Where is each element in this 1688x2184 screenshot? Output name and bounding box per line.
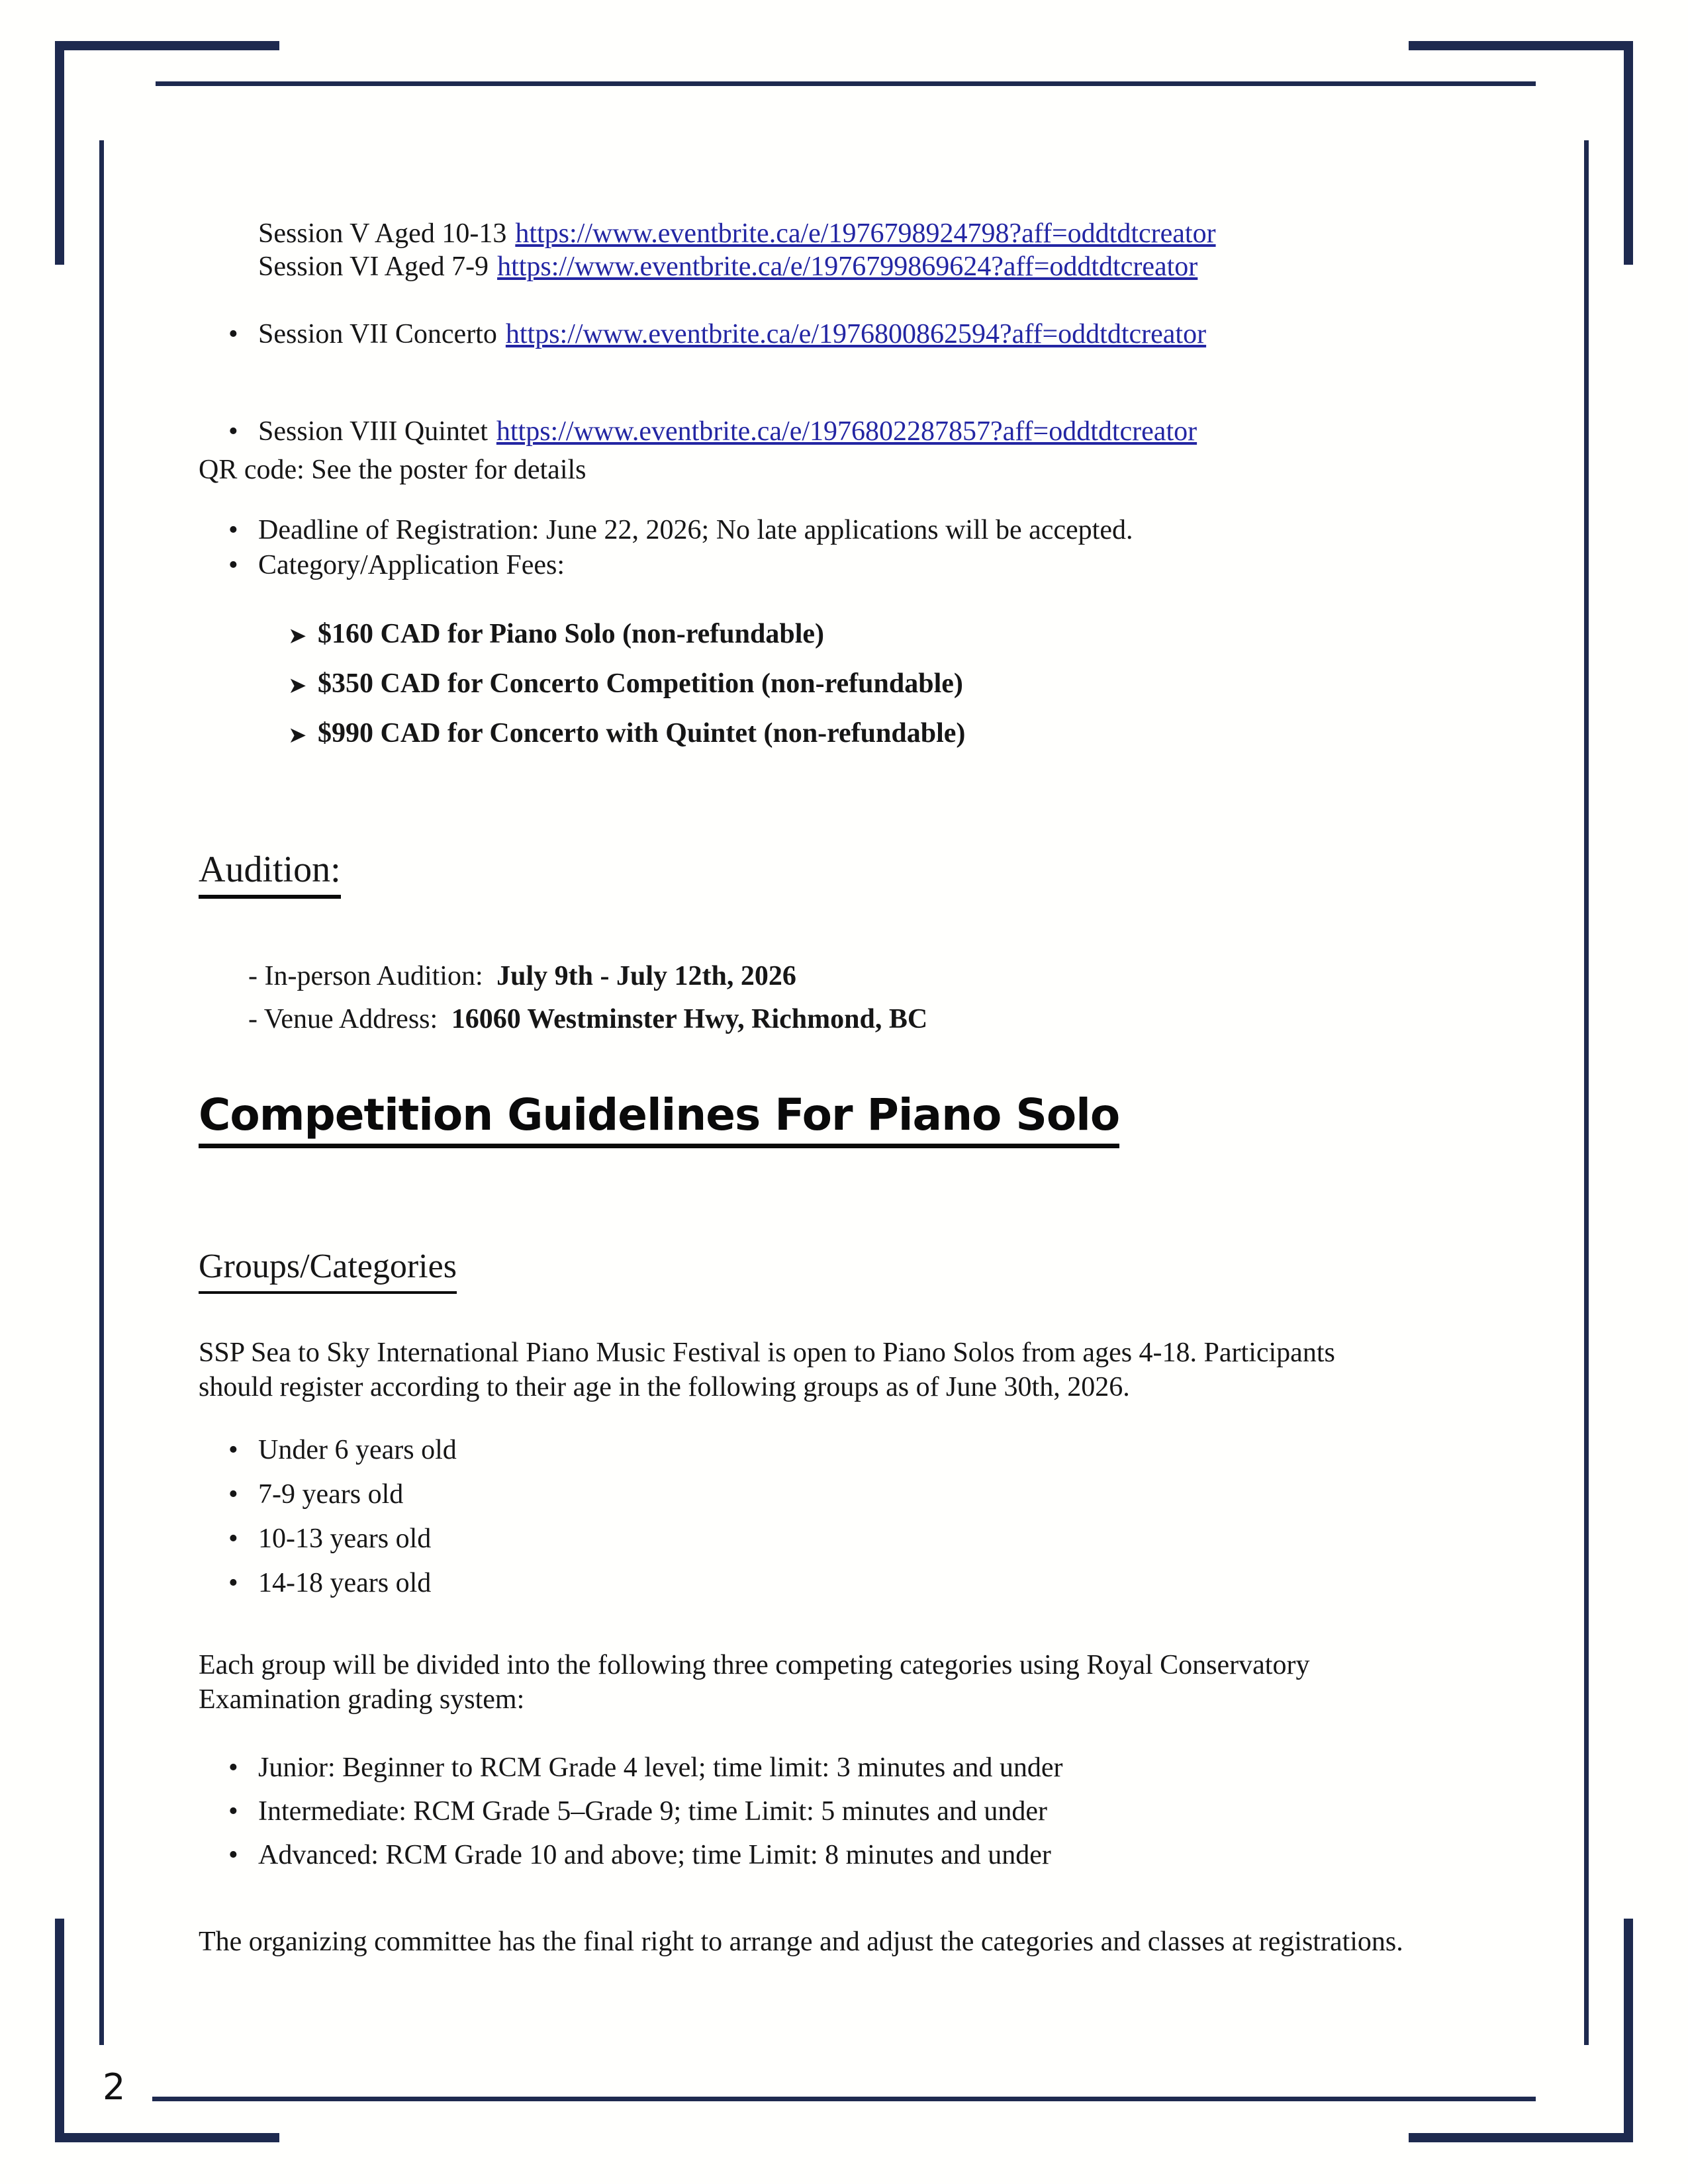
frame-inner-line-bottom	[152, 2097, 1536, 2101]
in-person-dates: July 9th - July 12th, 2026	[496, 961, 796, 991]
list-item	[199, 1522, 1443, 1567]
venue-address: 16060 Westminster Hwy, Richmond, BC	[451, 1004, 928, 1034]
frame-corner-bottom-left-vertical	[55, 1919, 64, 2142]
frame-corner-bottom-left-horizontal	[55, 2133, 279, 2142]
frame-corner-bottom-right-vertical	[1624, 1919, 1633, 2142]
bullet-icon: •	[228, 1796, 238, 1827]
bullet-icon: •	[228, 1524, 238, 1554]
category-text: Advanced: RCM Grade 10 and above; time Limit: 8 minutes and under	[258, 1840, 1051, 1870]
groups-categories-heading: Groups/Categories	[199, 1246, 1443, 1294]
session-vii-label: Session VII Concerto	[258, 319, 497, 349]
fee-concerto	[199, 667, 1443, 717]
bullet-icon: •	[228, 1568, 238, 1598]
session-viii-list-item	[199, 415, 1503, 448]
audition-details	[248, 955, 1374, 1041]
bullet-icon: •	[228, 1840, 238, 1870]
bullet-icon: •	[228, 550, 238, 580]
in-person-audition-line	[248, 955, 1374, 998]
session-v-label: Session V Aged 10-13	[258, 218, 507, 249]
venue-label: - Venue Address:	[248, 1004, 438, 1034]
deadline-list-item	[199, 513, 1443, 548]
list-item	[199, 1751, 1443, 1795]
list-item	[199, 1433, 1443, 1478]
fee-text: $160 CAD for Piano Solo (non-refundable)	[318, 619, 825, 649]
session-vi-link[interactable]: https://www.eventbrite.ca/e/1976799869624?aff=oddtdtcreator	[497, 251, 1198, 282]
bullet-icon: •	[228, 1752, 238, 1783]
age-group-text: 10-13 years old	[258, 1524, 432, 1554]
festival-intro-paragraph: SSP Sea to Sky International Piano Music Festival is open to Piano Solos from ages 4-18. Participants should register according to their age in the following groups as of June 30th, 2026.	[199, 1338, 1335, 1402]
audition-heading: Audition:	[199, 847, 1443, 899]
categories-list	[199, 1751, 1443, 1882]
list-item	[199, 1478, 1443, 1522]
registration-list	[199, 513, 1443, 583]
session-links-continued	[258, 217, 1443, 283]
list-item	[199, 1567, 1443, 1611]
deadline-text: Deadline of Registration: June 22, 2026; No late applications will be accepted.	[258, 515, 1133, 545]
bullet-icon: •	[228, 319, 238, 349]
fees-label-text: Category/Application Fees:	[258, 550, 565, 580]
age-group-text: Under 6 years old	[258, 1435, 457, 1465]
session-viii-link[interactable]: https://www.eventbrite.ca/e/1976802287857?aff=oddtdtcreator	[496, 416, 1197, 447]
age-group-text: 14-18 years old	[258, 1568, 432, 1598]
bullet-icon: •	[228, 1479, 238, 1510]
bullet-icon: •	[228, 1435, 238, 1465]
frame-inner-line-left	[99, 140, 104, 2045]
page-title: Competition Guidelines For Piano Solo	[199, 1089, 1443, 1148]
venue-address-line	[248, 998, 1374, 1041]
frame-corner-bottom-right-horizontal	[1409, 2133, 1633, 2142]
session-vi-label: Session VI Aged 7-9	[258, 251, 489, 282]
fee-text: $990 CAD for Concerto with Quintet (non-refundable)	[318, 718, 966, 749]
bullet-icon: •	[228, 416, 238, 447]
fee-piano-solo	[199, 617, 1443, 667]
arrowhead-icon: ➤	[288, 722, 307, 749]
frame-corner-top-right-vertical	[1624, 41, 1633, 265]
session-vii-link[interactable]: https://www.eventbrite.ca/e/1976800862594?aff=oddtdtcreator	[505, 319, 1207, 349]
committee-note-paragraph: The organizing committee has the final right to arrange and adjust the categories and classes at registrations.	[199, 1927, 1403, 1957]
frame-corner-top-right-horizontal	[1409, 41, 1633, 50]
arrowhead-icon: ➤	[288, 672, 307, 699]
session-v-link[interactable]: https://www.eventbrite.ca/e/1976798924798?aff=oddtdtcreator	[515, 218, 1216, 249]
fee-concerto-quintet	[199, 717, 1443, 766]
fees-label-list-item	[199, 548, 1443, 583]
frame-inner-line-top	[156, 81, 1536, 86]
qr-code-note: QR code: See the poster for details	[199, 455, 586, 485]
list-item	[199, 1839, 1443, 1882]
frame-inner-line-right	[1584, 140, 1589, 2045]
bullet-icon: •	[228, 515, 238, 545]
fees-list	[199, 617, 1443, 766]
category-text: Junior: Beginner to RCM Grade 4 level; time limit: 3 minutes and under	[258, 1752, 1063, 1783]
fee-text: $350 CAD for Concerto Competition (non-refundable)	[318, 668, 963, 699]
in-person-label: - In-person Audition:	[248, 961, 483, 991]
categories-intro-paragraph: Each group will be divided into the following three competing categories using Royal Conservatory Examination grading system:	[199, 1650, 1310, 1715]
age-group-text: 7-9 years old	[258, 1479, 404, 1510]
arrowhead-icon: ➤	[288, 623, 307, 649]
list-item	[199, 1795, 1443, 1839]
frame-corner-top-left-horizontal	[55, 41, 279, 50]
category-text: Intermediate: RCM Grade 5–Grade 9; time Limit: 5 minutes and under	[258, 1796, 1048, 1827]
frame-corner-top-left-vertical	[55, 41, 64, 265]
session-viii-label: Session VIII Quintet	[258, 416, 488, 447]
page-number: 2	[103, 2066, 126, 2108]
session-vi-line	[258, 250, 1443, 283]
age-groups-list	[199, 1433, 1443, 1611]
session-vii-list-item	[199, 318, 1503, 351]
session-v-line	[258, 217, 1443, 250]
